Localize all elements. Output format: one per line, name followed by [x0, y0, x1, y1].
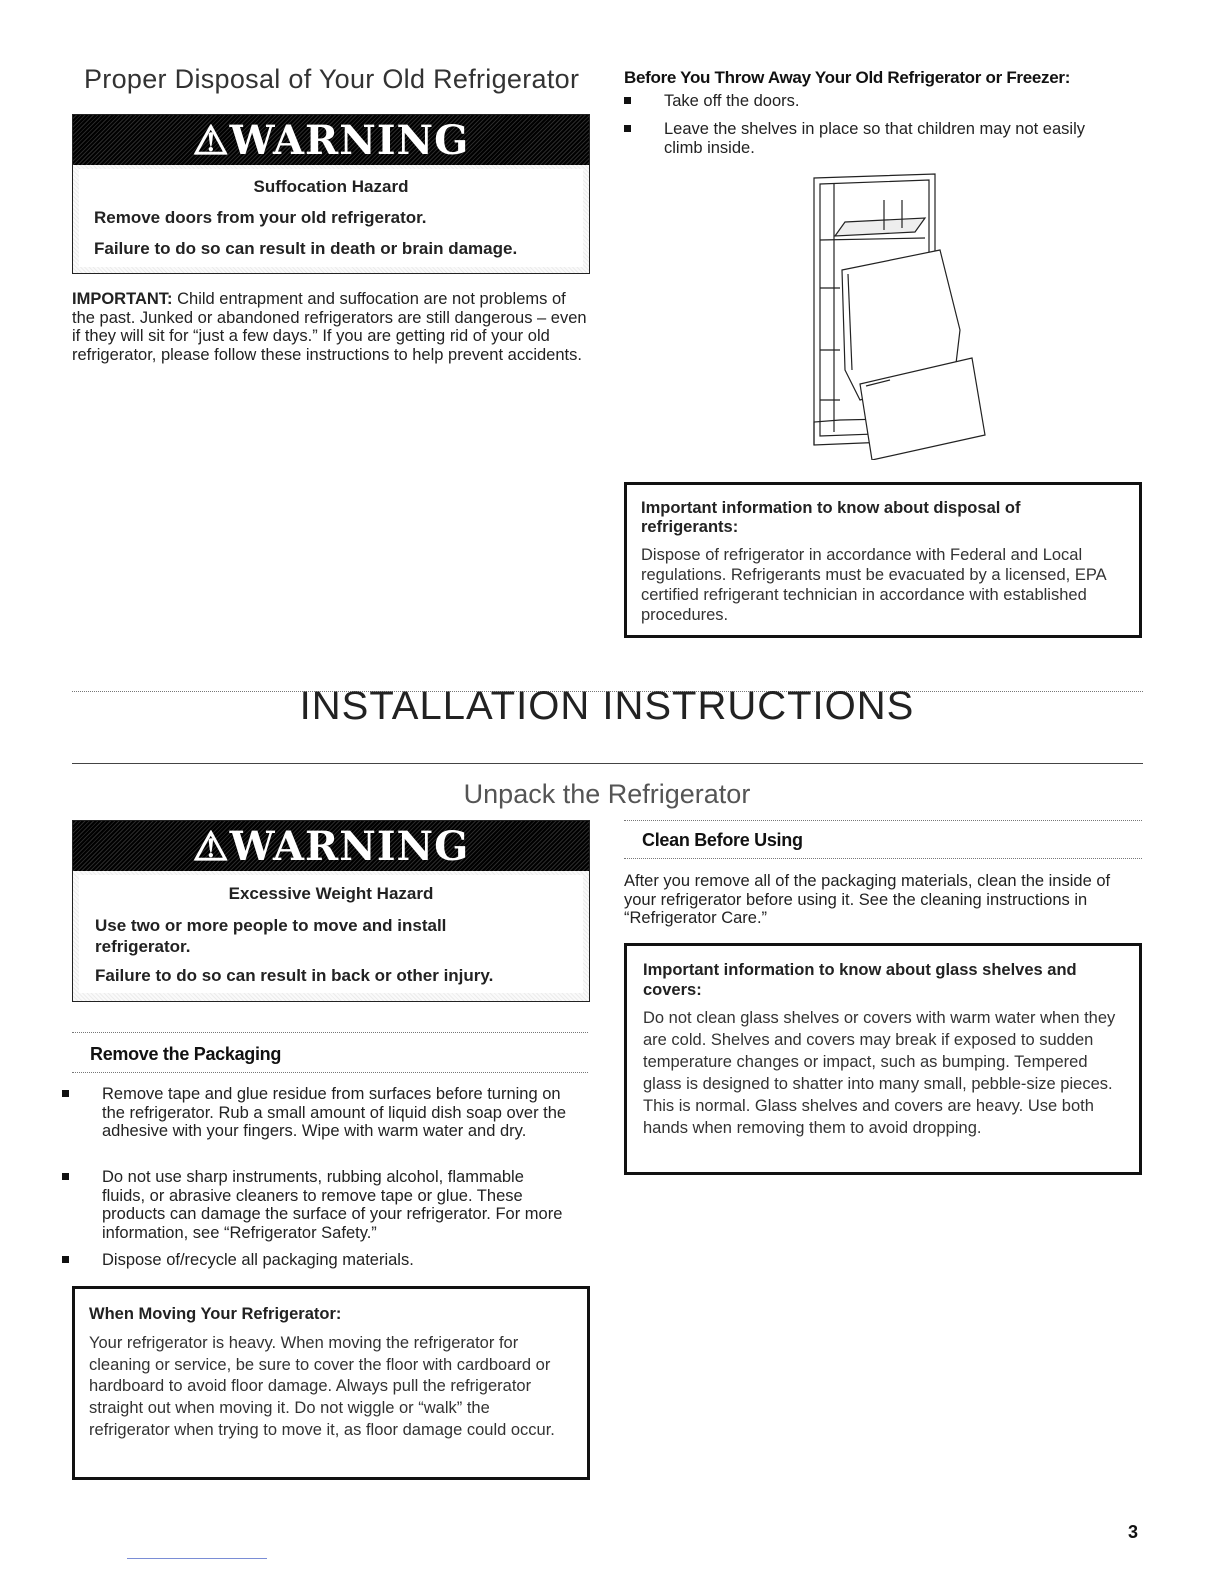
warning-line: Failure to do so can result in back or other injury.	[95, 966, 494, 985]
before-heading: Before You Throw Away Your Old Refrigerator or Freezer:	[624, 68, 1071, 87]
list-item: Do not use sharp instruments, rubbing alcohol, flammable fluids, or abrasive cleaners to remove tape or glue. These products can damage the surface of your refrigerator. For more information, see “Refrigerator Safety.”	[62, 1168, 568, 1244]
unpack-subtitle: Unpack the Refrigerator	[463, 779, 751, 809]
bullet-icon	[624, 125, 631, 132]
footer-rule	[127, 1558, 267, 1559]
moving-info-box	[72, 1286, 590, 1480]
glass-info-box	[624, 943, 1142, 1175]
refrigerant-info-title: Important information to know about disposal of refrigerants:	[641, 499, 1021, 536]
page-number: 3	[1128, 1522, 1139, 1542]
clean-text: After you remove all of the packaging materials, clean the inside of your refrigerator before using it. See the cleaning instructions in “Refrigerator Care.”	[624, 872, 1111, 927]
list-item: Leave the shelves in place so that children may not easily climb inside.	[624, 120, 1124, 160]
warning-hazard-title: Excessive Weight Hazard	[228, 884, 434, 903]
warning-banner: ⚠WARNING	[73, 115, 589, 165]
list-item: Remove tape and glue residue from surfaces before turning on the refrigerator. Rub a small amount of liquid dish soap over the adhesive with your fingers. Wipe with warm water and dry.	[62, 1085, 568, 1161]
suffocation-warning-box	[72, 114, 590, 274]
warning-banner: ⚠WARNING	[73, 821, 589, 871]
warning-line: Use two or more people to move and install refrigerator.	[95, 916, 447, 956]
section-divider	[72, 763, 1143, 764]
warning-line: Failure to do so can result in death or brain damage.	[94, 239, 518, 258]
weight-warning-box	[72, 820, 590, 1002]
bullet-icon	[62, 1256, 69, 1263]
bullet-icon	[62, 1173, 69, 1180]
important-text: Child entrapment and suffocation are not problems of the past. Junked or abandoned refrigerators are still dangerous – even if they will sit for “just a few days.” If you are getting rid of your old refrigerator, please follow these instructions to help prevent accidents.	[72, 290, 587, 364]
glass-info-text: Do not clean glass shelves or covers with warm water when they are cold. Shelves and covers may break if exposed to sudden temperature changes or impact, such as bumping. Tempered glass is designed to shatter into many small, pebble-size pieces. This is normal. Glass shelves and covers are heavy. Use both hands when removing them to avoid dropping.	[643, 1009, 1116, 1137]
disposal-title: Proper Disposal of Your Old Refrigerator	[84, 64, 580, 94]
warning-hazard-title: Suffocation Hazard	[253, 177, 409, 196]
remove-packaging-heading: Remove the Packaging	[90, 1044, 282, 1064]
refrigerant-info-text: Dispose of refrigerator in accordance with Federal and Local regulations. Refrigerants must be evacuated by a licensed, EPA certified refrigerant technician in accordance with established procedures.	[641, 546, 1106, 624]
list-item: Dispose of/recycle all packaging materials.	[62, 1251, 568, 1271]
heading-rule	[624, 820, 1142, 821]
heading-rule	[624, 858, 1142, 859]
installation-title: INSTALLATION INSTRUCTIONS	[299, 684, 915, 728]
list-item: Take off the doors.	[624, 92, 1134, 112]
refrigerator-doors-removed-illustration	[800, 170, 1000, 460]
important-label: IMPORTANT:	[72, 290, 173, 308]
moving-info-text: Your refrigerator is heavy. When moving the refrigerator for cleaning or service, be sure to cover the floor with cardboard or hardboard to avoid floor damage. Always pull the refrigerator straight out when moving it. Do not wiggle or “walk” the refrigerator when trying to move it, as floor damage could occur.	[89, 1334, 555, 1439]
important-paragraph	[72, 290, 588, 364]
bullet-icon	[62, 1090, 69, 1097]
heading-rule	[72, 1032, 588, 1033]
heading-rule	[72, 1072, 588, 1073]
glass-info-title: Important information to know about glass shelves and covers:	[643, 961, 1077, 999]
warning-line: Remove doors from your old refrigerator.	[94, 208, 427, 227]
clean-heading: Clean Before Using	[642, 830, 803, 850]
bullet-icon	[624, 97, 631, 104]
refrigerant-info-box	[624, 482, 1142, 638]
moving-info-title: When Moving Your Refrigerator:	[89, 1305, 342, 1323]
